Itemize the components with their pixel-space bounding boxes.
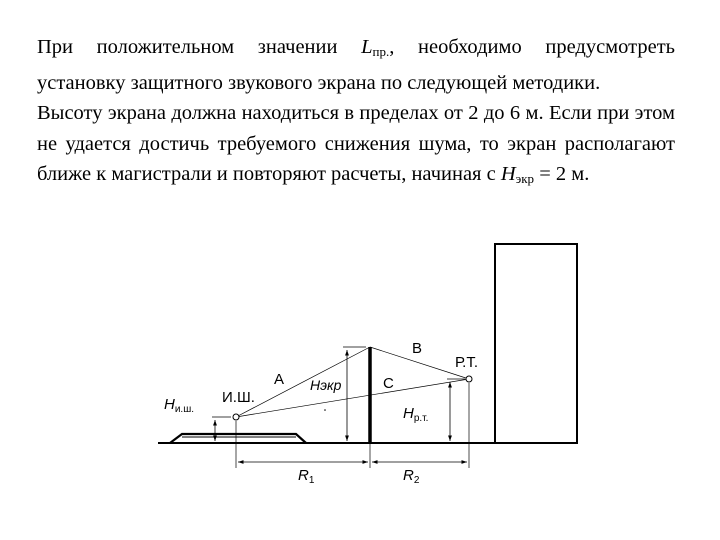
var-h: H <box>500 163 516 185</box>
label-r1: $R_1$ <box>298 467 315 486</box>
label-b: B <box>412 340 423 357</box>
p2-text: Высоту экрана должна находиться в пределах от 2 до 6 м. Если при этом не удается достичь требуемого снижения шума, то экран располагают ближе к магистрали и повторяют расчеты, начиная с <box>37 102 675 185</box>
receiver-point <box>466 376 472 382</box>
label-source: И.Ш. <box>222 389 255 406</box>
source-point <box>233 414 239 420</box>
var-l: L <box>361 36 373 58</box>
ray-c <box>236 379 469 417</box>
label-h-point: $H_{р.т.}$ <box>403 405 429 424</box>
label-c: C <box>383 375 394 392</box>
var-h-sub: экр <box>515 171 535 186</box>
building <box>495 244 577 443</box>
ray-a <box>236 347 370 417</box>
label-point: Р.Т. <box>455 354 479 371</box>
label-r2: $R_2$ <box>403 467 420 486</box>
road-surface <box>170 434 306 443</box>
p1-before: При положительном значении <box>37 36 362 58</box>
p2-end: = 2 м. <box>534 163 590 185</box>
label-h-screen: Hэкр <box>310 377 342 393</box>
var-l-sub: пр. <box>372 44 390 59</box>
label-a: A <box>274 371 285 388</box>
p1-after: , необходимо предусмотреть установку защитного звукового экрана по следующей методики. <box>37 36 676 94</box>
label-h-source: $H_{и.ш.}$ <box>164 396 195 415</box>
dot-mark <box>324 409 326 411</box>
